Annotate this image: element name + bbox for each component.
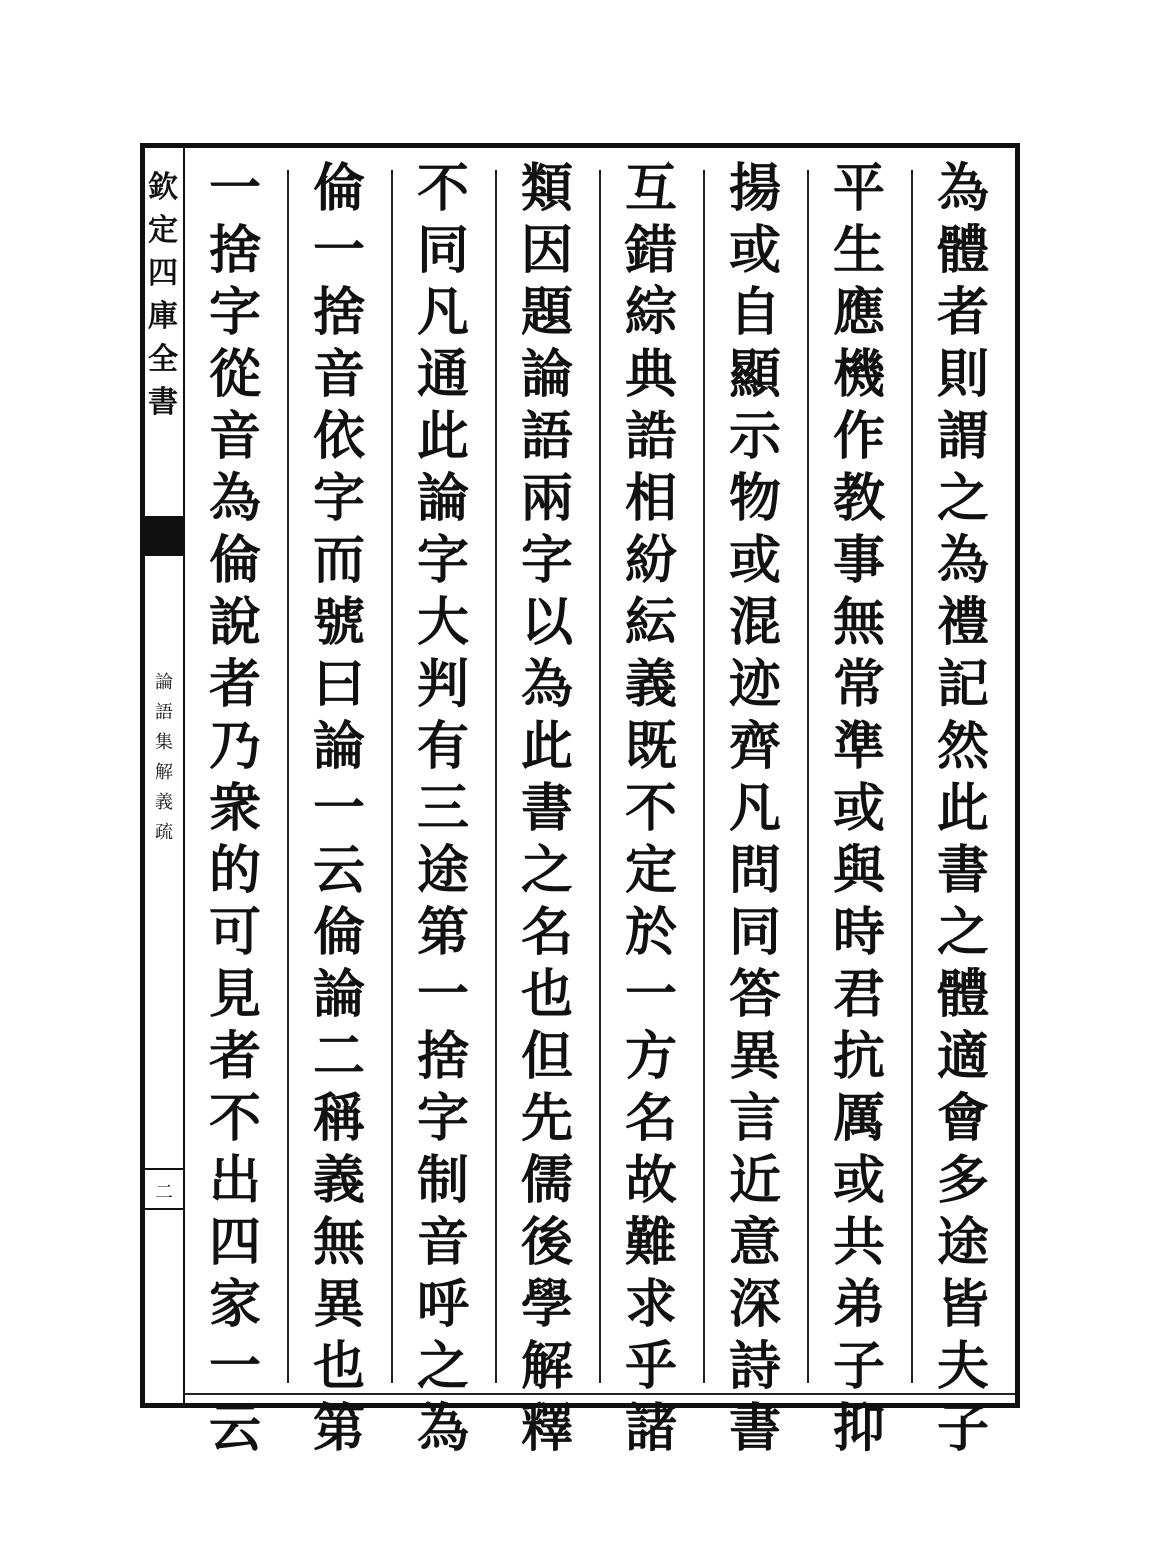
glyph: 生	[832, 220, 885, 281]
glyph: 紜	[624, 592, 677, 653]
glyph: 抑	[832, 1398, 885, 1459]
glyph: 三	[416, 778, 469, 839]
glyph: 共	[832, 1212, 885, 1273]
glyph: 解	[520, 1336, 573, 1397]
glyph: 皆	[936, 1274, 989, 1335]
glyph: 意	[728, 1212, 781, 1273]
glyph: 作	[832, 406, 885, 467]
chapter-char: 解	[155, 762, 173, 783]
glyph: 論	[520, 344, 573, 405]
glyph: 或	[728, 220, 781, 281]
glyph: 之	[520, 840, 573, 901]
margin-divider	[145, 1208, 183, 1210]
title-char: 全	[148, 342, 178, 377]
glyph: 機	[832, 344, 885, 405]
glyph: 多	[936, 1150, 989, 1211]
glyph: 為	[936, 530, 989, 591]
glyph: 途	[416, 840, 469, 901]
glyph: 或	[728, 530, 781, 591]
fish-tail-mark	[145, 516, 183, 556]
glyph: 為	[936, 158, 989, 219]
glyph: 論	[312, 964, 365, 1025]
glyph: 綜	[624, 282, 677, 343]
glyph: 事	[832, 530, 885, 591]
glyph: 而	[312, 530, 365, 591]
glyph: 類	[520, 158, 573, 219]
glyph: 也	[520, 964, 573, 1025]
glyph: 語	[520, 406, 573, 467]
glyph: 名	[624, 1088, 677, 1149]
glyph: 的	[208, 840, 261, 901]
glyph: 學	[520, 1274, 573, 1335]
glyph: 深	[728, 1274, 781, 1335]
glyph: 之	[936, 468, 989, 529]
glyph: 也	[312, 1336, 365, 1397]
glyph: 為	[416, 1398, 469, 1459]
glyph: 從	[208, 344, 261, 405]
book-title	[147, 166, 179, 424]
glyph: 四	[208, 1212, 261, 1273]
text-column	[807, 158, 911, 1460]
glyph: 此	[936, 778, 989, 839]
chapter-char: 義	[155, 792, 173, 813]
glyph: 說	[208, 592, 261, 653]
glyph: 見	[208, 964, 261, 1025]
glyph: 同	[416, 220, 469, 281]
glyph: 稱	[312, 1088, 365, 1149]
chapter-char: 語	[155, 702, 173, 723]
glyph: 子	[936, 1398, 989, 1459]
glyph: 音	[416, 1212, 469, 1273]
glyph: 錯	[624, 220, 677, 281]
glyph: 乃	[208, 716, 261, 777]
chapter-char: 疏	[155, 822, 173, 843]
glyph: 以	[520, 592, 573, 653]
glyph: 誥	[624, 406, 677, 467]
glyph: 問	[728, 840, 781, 901]
glyph: 不	[624, 778, 677, 839]
glyph: 難	[624, 1212, 677, 1273]
glyph: 體	[936, 220, 989, 281]
glyph: 會	[936, 1088, 989, 1149]
margin-strip	[145, 148, 185, 1403]
glyph: 途	[936, 1212, 989, 1273]
glyph: 記	[936, 654, 989, 715]
glyph: 此	[416, 406, 469, 467]
glyph: 為	[208, 468, 261, 529]
glyph: 字	[312, 468, 365, 529]
glyph: 號	[312, 592, 365, 653]
glyph: 紛	[624, 530, 677, 591]
glyph: 體	[936, 964, 989, 1025]
glyph: 有	[416, 716, 469, 777]
glyph: 為	[520, 654, 573, 715]
glyph: 示	[728, 406, 781, 467]
glyph: 曰	[312, 654, 365, 715]
glyph: 君	[832, 964, 885, 1025]
glyph: 方	[624, 1026, 677, 1087]
glyph: 言	[728, 1088, 781, 1149]
glyph: 故	[624, 1150, 677, 1211]
glyph: 義	[624, 654, 677, 715]
glyph: 之	[416, 1336, 469, 1397]
glyph: 子	[832, 1336, 885, 1397]
glyph: 適	[936, 1026, 989, 1087]
text-column	[703, 158, 807, 1460]
glyph: 諸	[624, 1398, 677, 1459]
glyph: 厲	[832, 1088, 885, 1149]
text-column	[495, 158, 599, 1460]
glyph: 名	[520, 902, 573, 963]
glyph: 倫	[312, 902, 365, 963]
column-rule	[911, 170, 913, 1383]
text-column	[911, 158, 1015, 1460]
glyph: 家	[208, 1274, 261, 1335]
glyph: 捨	[416, 1026, 469, 1087]
column-rule	[807, 170, 809, 1383]
glyph: 制	[416, 1150, 469, 1211]
glyph: 者	[208, 1026, 261, 1087]
title-char: 定	[148, 213, 178, 248]
glyph: 一	[312, 220, 365, 281]
chapter-char: 論	[155, 672, 173, 693]
glyph: 相	[624, 468, 677, 529]
glyph: 云	[312, 840, 365, 901]
chapter-char: 集	[155, 732, 173, 753]
glyph: 物	[728, 468, 781, 529]
glyph: 弟	[832, 1274, 885, 1335]
glyph: 書	[520, 778, 573, 839]
glyph: 凡	[416, 282, 469, 343]
glyph: 不	[416, 158, 469, 219]
column-rule	[287, 170, 289, 1383]
glyph: 後	[520, 1212, 573, 1273]
glyph: 釋	[520, 1398, 573, 1459]
glyph: 字	[520, 530, 573, 591]
column-rule	[599, 170, 601, 1383]
glyph: 抗	[832, 1026, 885, 1087]
glyph: 自	[728, 282, 781, 343]
glyph: 一	[208, 158, 261, 219]
glyph: 混	[728, 592, 781, 653]
glyph: 無	[832, 592, 885, 653]
glyph: 詩	[728, 1336, 781, 1397]
text-column	[599, 158, 703, 1460]
glyph: 異	[728, 1026, 781, 1087]
glyph: 於	[624, 902, 677, 963]
column-rule	[703, 170, 705, 1383]
glyph: 此	[520, 716, 573, 777]
glyph: 然	[936, 716, 989, 777]
glyph: 儒	[520, 1150, 573, 1211]
glyph: 云	[208, 1398, 261, 1459]
glyph: 一	[416, 964, 469, 1025]
glyph: 一	[208, 1336, 261, 1397]
glyph: 義	[312, 1150, 365, 1211]
glyph: 不	[208, 1088, 261, 1149]
glyph: 齊	[728, 716, 781, 777]
glyph: 判	[416, 654, 469, 715]
glyph: 常	[832, 654, 885, 715]
glyph: 異	[312, 1274, 365, 1335]
glyph: 揚	[728, 158, 781, 219]
glyph: 或	[832, 1150, 885, 1211]
glyph: 一	[312, 778, 365, 839]
glyph: 顯	[728, 344, 781, 405]
glyph: 兩	[520, 468, 573, 529]
glyph: 既	[624, 716, 677, 777]
glyph: 捨	[208, 220, 261, 281]
glyph: 同	[728, 902, 781, 963]
glyph: 衆	[208, 778, 261, 839]
title-char: 欽	[148, 170, 178, 205]
glyph: 先	[520, 1088, 573, 1149]
glyph: 題	[520, 282, 573, 343]
glyph: 準	[832, 716, 885, 777]
glyph: 通	[416, 344, 469, 405]
glyph: 出	[208, 1150, 261, 1211]
glyph: 字	[416, 1088, 469, 1149]
text-column	[391, 158, 495, 1460]
glyph: 字	[416, 530, 469, 591]
glyph: 可	[208, 902, 261, 963]
margin-divider	[145, 1168, 183, 1170]
glyph: 與	[832, 840, 885, 901]
glyph: 時	[832, 902, 885, 963]
glyph: 論	[312, 716, 365, 777]
page-number: 二	[155, 1182, 173, 1203]
glyph: 則	[936, 344, 989, 405]
glyph: 或	[832, 778, 885, 839]
glyph: 依	[312, 406, 365, 467]
glyph: 但	[520, 1026, 573, 1087]
glyph: 迹	[728, 654, 781, 715]
glyph: 者	[936, 282, 989, 343]
glyph: 應	[832, 282, 885, 343]
column-rule	[391, 170, 393, 1383]
glyph: 捨	[312, 282, 365, 343]
glyph: 無	[312, 1212, 365, 1273]
chapter-title	[151, 668, 177, 848]
glyph: 大	[416, 592, 469, 653]
glyph: 一	[624, 964, 677, 1025]
glyph: 教	[832, 468, 885, 529]
glyph: 音	[208, 406, 261, 467]
text-column	[183, 158, 287, 1460]
title-char: 書	[148, 385, 178, 420]
glyph: 求	[624, 1274, 677, 1335]
glyph: 之	[936, 902, 989, 963]
column-rule	[495, 170, 497, 1383]
glyph: 近	[728, 1150, 781, 1211]
glyph: 二	[312, 1026, 365, 1087]
glyph: 音	[312, 344, 365, 405]
glyph: 答	[728, 964, 781, 1025]
glyph: 典	[624, 344, 677, 405]
title-char: 庫	[148, 299, 178, 334]
glyph: 者	[208, 654, 261, 715]
glyph: 平	[832, 158, 885, 219]
glyph: 倫	[312, 158, 365, 219]
text-area	[183, 148, 1015, 1459]
glyph: 第	[416, 902, 469, 963]
glyph: 互	[624, 158, 677, 219]
text-column	[287, 158, 391, 1460]
glyph: 書	[728, 1398, 781, 1459]
glyph: 呼	[416, 1274, 469, 1335]
glyph: 定	[624, 840, 677, 901]
document-page	[140, 143, 1020, 1459]
glyph: 論	[416, 468, 469, 529]
glyph: 謂	[936, 406, 989, 467]
glyph: 乎	[624, 1336, 677, 1397]
glyph: 字	[208, 282, 261, 343]
glyph: 倫	[208, 530, 261, 591]
glyph: 書	[936, 840, 989, 901]
glyph: 第	[312, 1398, 365, 1459]
glyph: 因	[520, 220, 573, 281]
title-char: 四	[148, 256, 178, 291]
glyph: 凡	[728, 778, 781, 839]
glyph: 夫	[936, 1336, 989, 1397]
glyph: 禮	[936, 592, 989, 653]
